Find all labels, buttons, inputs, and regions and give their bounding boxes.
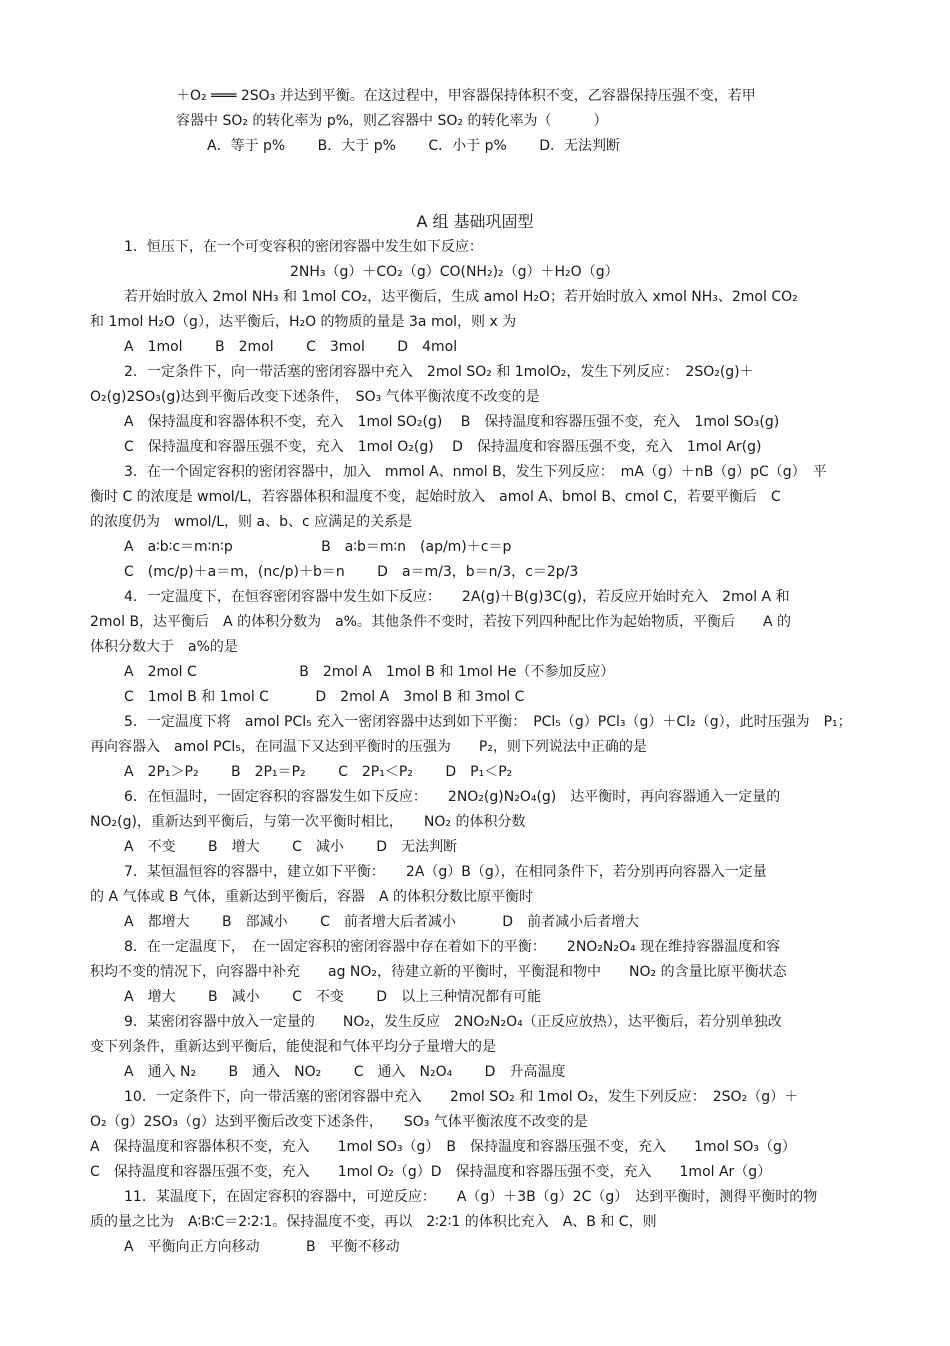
q2-options-ab: A 保持温度和容器体积不变，充入 1mol SO₂(g) B 保持温度和容器压强不变，充入 1mol SO₃(g) — [124, 414, 780, 430]
q1-equation: 2NH₃（g）＋CO₂（g）CO(NH₂)₂（g）＋H₂O（g） — [290, 264, 619, 280]
intro-options: A．等于 p% B．大于 p% C．小于 p% D．无法判断 — [207, 138, 621, 154]
q4-options-cd: C 1mol B 和 1mol C D 2mol A 3mol B 和 3mol C — [124, 689, 525, 705]
q5-options: A 2P₁＞P₂ B 2P₁＝P₂ C 2P₁＜P₂ D P₁＜P₂ — [124, 764, 513, 780]
q2-line-1: 2．一定条件下，向一带活塞的密闭容器中充入 2mol SO₂ 和 1molO₂，发生下列反应： 2SO₂(g)＋ — [124, 364, 754, 380]
q9-options: A 通入 N₂ B 通入 NO₂ C 通入 N₂O₄ D 升高温度 — [124, 1064, 566, 1080]
q3-line-1: 3．在一个固定容积的密闭容器中，加入 mmol A、nmol B，发生下列反应： mA（g）＋nB（g）pC（g） 平 — [124, 464, 827, 480]
q8-line-1: 8．在一定温度下， 在一固定容积的密闭容器中存在着如下的平衡： 2NO₂N₂O₄ 现在维持容器温度和容 — [124, 939, 781, 955]
q1-line-4: 和 1mol H₂O（g），达平衡后，H₂O 的物质的量是 3a mol，则 x 为 — [90, 314, 517, 330]
q3-line-3: 的浓度仍为 wmol/L，则 a、b、c 应满足的关系是 — [90, 514, 413, 530]
q3-options-ab: A a∶b∶c＝m∶n∶p B a∶b＝m∶n (ap/m)＋c＝p — [124, 539, 512, 555]
q8-options: A 增大 B 减小 C 不变 D 以上三种情况都有可能 — [124, 989, 542, 1005]
q1-line-3: 若开始时放入 2mol NH₃ 和 1mol CO₂，达平衡后，生成 amol H₂O；若开始时放入 xmol NH₃、2mol CO₂ — [124, 289, 798, 305]
q4-line-2: 2mol B，达平衡后 A 的体积分数为 a%。其他条件不变时，若按下列四种配比作为起始物质，平衡后 A 的 — [90, 614, 791, 630]
q5-line-2: 再向容器入 amol PCl₅，在同温下又达到平衡时的压强为 P₂，则下列说法中正确的是 — [90, 739, 647, 755]
q3-line-2: 衡时 C 的浓度是 wmol/L，若容器体积和温度不变，起始时放入 amol A、bmol B、cmol C，若要平衡后 C — [90, 489, 781, 505]
q6-line-2: NO₂(g)，重新达到平衡后，与第一次平衡时相比， NO₂ 的体积分数 — [90, 814, 526, 830]
q10-line-1: 10．一定条件下，向一带活塞的密闭容器中充入 2mol SO₂ 和 1mol O₂，发生下列反应： 2SO₂（g）＋ — [124, 1089, 799, 1105]
q3-options-cd: C (mc/p)＋a＝m，(nc/p)＋b＝n D a＝m/3，b＝n/3，c＝2p/3 — [124, 564, 579, 580]
q5-line-1: 5．一定温度下将 amol PCl₅ 充入一密闭容器中达到如下平衡： PCl₅（g）PCl₃（g）＋Cl₂（g），此时压强为 P₁； — [124, 714, 852, 730]
intro-line-2: 容器中 SO₂ 的转化率为 p%，则乙容器中 SO₂ 的转化率为（ ） — [176, 113, 608, 129]
q11-options: A 平衡向正方向移动 B 平衡不移动 — [124, 1239, 400, 1255]
q7-line-1: 7．某恒温恒容的容器中，建立如下平衡： 2A（g）B（g），在相同条件下，若分别再向容器入一定量 — [124, 864, 767, 880]
q8-line-2: 积均不变的情况下，向容器中补充 ag NO₂，待建立新的平衡时，平衡混和物中 NO₂ 的含量比原平衡状态 — [90, 964, 787, 980]
q2-options-cd: C 保持温度和容器压强不变，充入 1mol O₂(g) D 保持温度和容器压强不变，充入 1mol Ar(g) — [124, 439, 762, 455]
q4-line-1: 4．一定温度下，在恒容密闭容器中发生如下反应： 2A(g)＋B(g)3C(g)，若反应开始时充入 2mol A 和 — [124, 589, 790, 605]
q10-options-ab: A 保持温度和容器体积不变，充入 1mol SO₃（g） B 保持温度和容器压强不变，充入 1mol SO₃（g） — [90, 1139, 796, 1155]
q9-line-2: 变下列条件，重新达到平衡后，能使混和气体平均分子量增大的是 — [90, 1039, 496, 1055]
intro-line-1: ＋O₂ ═══ 2SO₃ 并达到平衡。在这过程中，甲容器保持体积不变，乙容器保持压强不变，若甲 — [176, 88, 756, 104]
section-title: A 组 基础巩固型 — [416, 212, 534, 231]
q10-line-2: O₂（g）2SO₃（g）达到平衡后改变下述条件， SO₃ 气体平衡浓度不改变的是 — [90, 1114, 588, 1130]
q6-options: A 不变 B 增大 C 减小 D 无法判断 — [124, 839, 458, 855]
q4-options-ab: A 2mol C B 2mol A 1mol B 和 1mol He（不参加反应） — [124, 664, 615, 680]
q10-options-cd: C 保持温度和容器压强不变，充入 1mol O₂（g）D 保持温度和容器压强不变，充入 1mol Ar（g） — [90, 1164, 772, 1180]
q1-options: A 1mol B 2mol C 3mol D 4mol — [124, 339, 458, 355]
q11-line-1: 11．某温度下，在固定容积的容器中，可逆反应： A（g）＋3B（g）2C（g） 达到平衡时，测得平衡时的物 — [124, 1189, 818, 1205]
q2-line-2: O₂(g)2SO₃(g)达到平衡后改变下述条件， SO₃ 气体平衡浓度不改变的是 — [90, 389, 540, 405]
q6-line-1: 6．在恒温时，一固定容积的容器发生如下反应： 2NO₂(g)N₂O₄(g) 达平衡时，再向容器通入一定量的 — [124, 789, 781, 805]
q1-line-1: 1．恒压下，在一个可变容积的密闭容器中发生如下反应： — [124, 239, 483, 255]
q9-line-1: 9．某密闭容器中放入一定量的 NO₂，发生反应 2NO₂N₂O₄（正反应放热），达平衡后，若分别单独改 — [124, 1014, 782, 1030]
q11-line-2: 质的量之比为 A∶B∶C＝2∶2∶1。保持温度不变，再以 2∶2∶1 的体积比充入 A、B 和 C，则 — [90, 1214, 657, 1230]
q4-line-3: 体积分数大于 a%的是 — [90, 639, 238, 655]
q7-line-2: 的 A 气体或 B 气体，重新达到平衡后，容器 A 的体积分数比原平衡时 — [90, 889, 534, 905]
q7-options: A 都增大 B 部减小 C 前者增大后者减小 D 前者减小后者增大 — [124, 914, 640, 930]
